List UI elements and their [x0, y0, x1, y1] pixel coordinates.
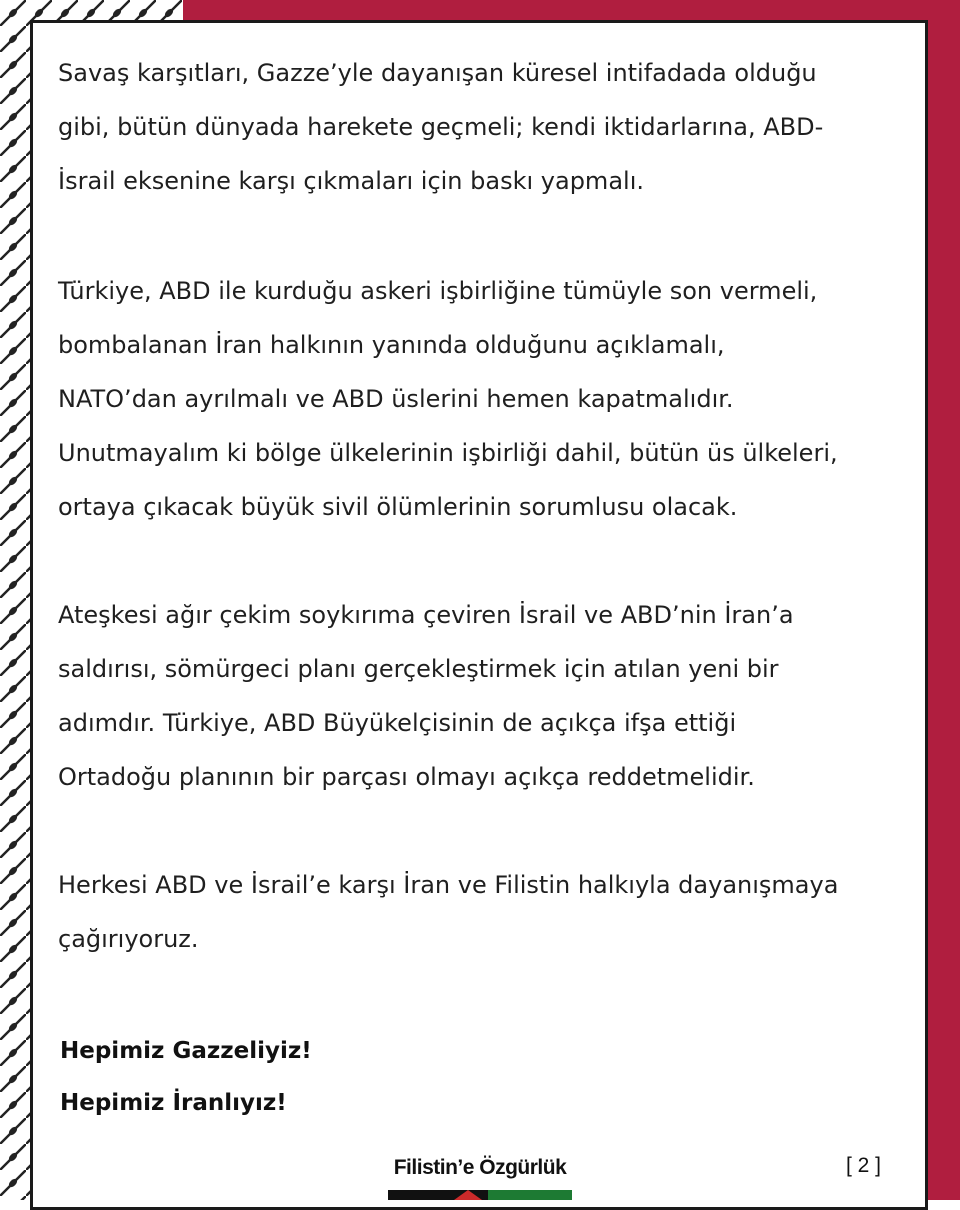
- slogan-1: Hepimiz Gazzeliyiz!: [60, 1038, 312, 1064]
- paragraph-line: gibi, bütün dünyada harekete geçmeli; kendi iktidarlarına, ABD-: [58, 113, 824, 141]
- paragraph-line: bombalanan İran halkının yanında olduğunu açıklamalı,: [58, 331, 725, 359]
- paragraph-line: Ateşkesi ağır çekim soykırıma çeviren İsrail ve ABD’nin İran’a: [58, 601, 794, 629]
- paragraph-line: çağırıyoruz.: [58, 925, 199, 953]
- paragraph-line: saldırısı, sömürgeci planı gerçekleştirmek için atılan yeni bir: [58, 655, 779, 683]
- paragraph-line: adımdır. Türkiye, ABD Büyükelçisinin de açıkça ifşa ettiği: [58, 709, 737, 737]
- organization-logo: [388, 1156, 572, 1200]
- logo-text: Filistin’e Özgürlük: [393, 1156, 567, 1179]
- paragraph-1: [58, 46, 900, 208]
- paragraph-line: Unutmayalım ki bölge ülkelerinin işbirliği dahil, bütün üs ülkeleri,: [58, 439, 838, 467]
- paragraph-line: Ortadoğu planının bir parçası olmayı açıkça reddetmelidir.: [58, 763, 755, 791]
- page-number: [ 2 ]: [846, 1154, 882, 1177]
- slogan-2: Hepimiz İranlıyız!: [60, 1090, 287, 1116]
- palestine-flag-icon: [388, 1190, 572, 1200]
- paragraph-line: Türkiye, ABD ile kurduğu askeri işbirliğine tümüyle son vermeli,: [58, 277, 818, 305]
- paragraph-line: Herkesi ABD ve İsrail’e karşı İran ve Filistin halkıyla dayanışmaya: [58, 871, 839, 899]
- paragraph-2: [58, 264, 900, 534]
- paragraph-line: Savaş karşıtları, Gazze’yle dayanışan küresel intifadada olduğu: [58, 59, 817, 87]
- paragraph-line: ortaya çıkacak büyük sivil ölümlerinin sorumlusu olacak.: [58, 493, 738, 521]
- paragraph-line: NATO’dan ayrılmalı ve ABD üslerini hemen kapatmalıdır.: [58, 385, 734, 413]
- paragraph-line: İsrail eksenine karşı çıkmaları için baskı yapmalı.: [58, 167, 644, 195]
- paragraph-3: [58, 588, 900, 804]
- paragraph-4: [58, 858, 900, 966]
